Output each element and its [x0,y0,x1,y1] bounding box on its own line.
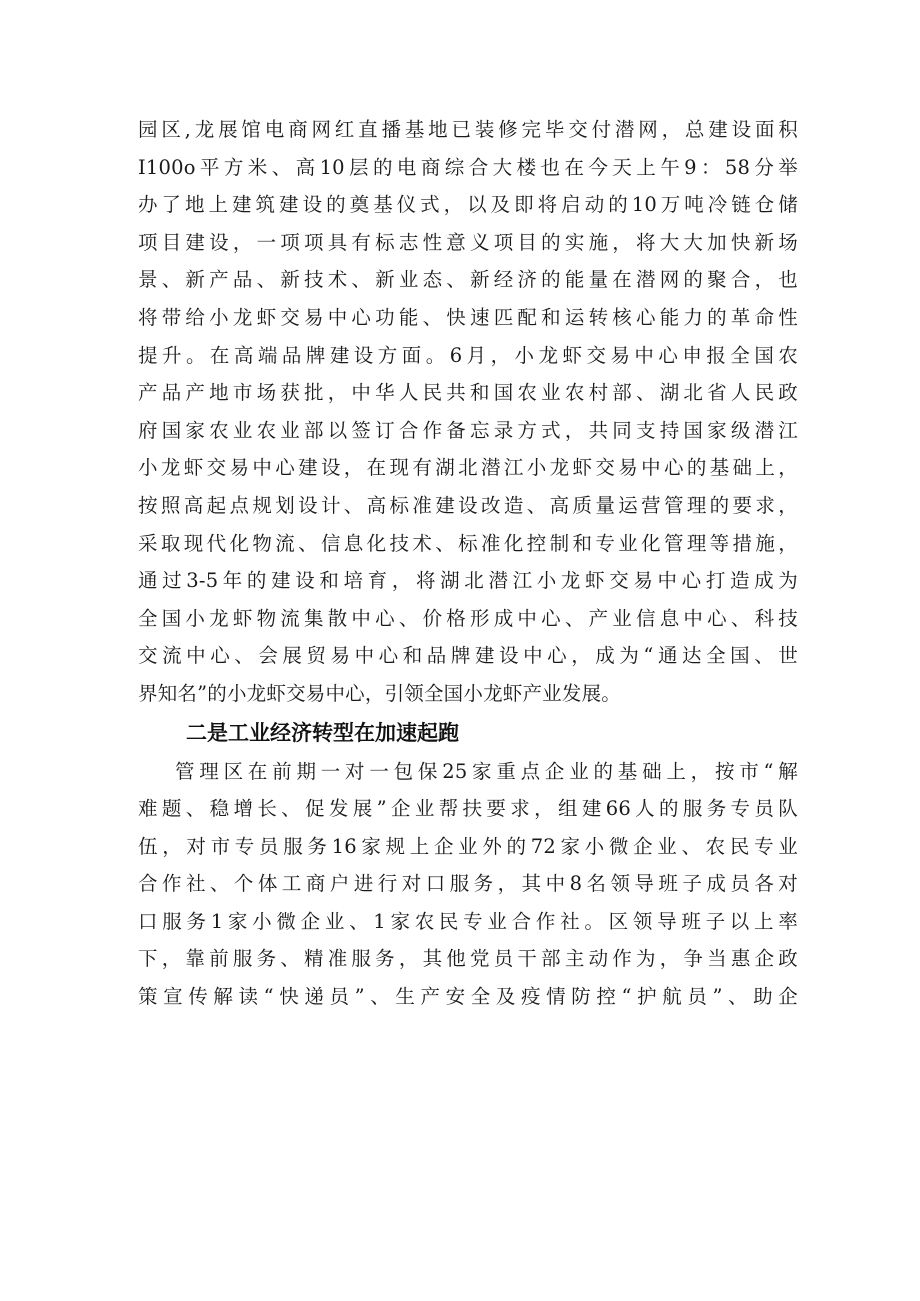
text-line: 下，靠前服务、精准服务，其他党员干部主动作为，争当惠企政 [138,947,798,971]
text-line: 合作社、个体工商户进行对口服务，其中8名领导班子成员各对 [138,872,798,896]
text-line: 界知名”的小龙虾交易中心，引领全国小龙虾产业发展。 [138,681,621,705]
text-line: 小龙虾交易中心建设，在现有湖北潜江小龙虾交易中心的基础上， [138,456,798,480]
text-line: I100o平方米、高10层的电商综合大楼也在今天上午9：58分举 [138,155,798,179]
text-line: 提升。在高端品牌建设方面。6月，小龙虾交易中心申报全国农 [138,343,798,367]
paragraph-industrial-economy [138,753,798,1016]
text-line: 策宣传解读“快递员”、生产安全及疫情防控“护航员”、助企 [138,985,798,1009]
text-line: 管理区在前期一对一包保25家重点企业的基础上，按市“解 [175,759,798,783]
text-line: 项目建设，一项项具有标志性意义项目的实施，将大大加快新场 [138,230,798,254]
section-heading: 二是工业经济转型在加速起跑 [186,720,459,745]
text-line: 产品产地市场获批，中华人民共和国农业农村部、湖北省人民政 [138,381,798,405]
text-line: 景、新产品、新技术、新业态、新经济的能量在潜网的聚合，也 [138,268,798,292]
text-line: 通过3-5年的建设和培育，将湖北潜江小龙虾交易中心打造成为 [138,569,798,593]
text-line: 采取现代化物流、信息化技术、标准化控制和专业化管理等措施， [138,531,798,555]
text-line: 将带给小龙虾交易中心功能、快速匹配和运转核心能力的革命性 [138,305,798,329]
document-body [138,111,798,1016]
text-line: 伍，对市专员服务16家规上企业外的72家小微企业、农民专业 [138,834,798,858]
text-line: 交流中心、会展贸易中心和品牌建设中心，成为“通达全国、世 [138,644,798,668]
text-line: 全国小龙虾物流集散中心、价格形成中心、产业信息中心、科技 [138,606,798,630]
text-line: 办了地上建筑建设的奠基仪式，以及即将启动的10万吨冷链仓储 [138,193,798,217]
text-line: 府国家农业农业部以签订合作备忘录方式，共同支持国家级潜江 [138,418,798,442]
paragraph-crayfish-center [138,111,798,713]
text-line: 按照高起点规划设计、高标准建设改造、高质量运营管理的要求， [138,493,798,517]
text-line: 园区,龙展馆电商网红直播基地已装修完毕交付潜网，总建设面积 [138,118,798,141]
text-line: 口服务1家小微企业、1家农民专业合作社。区领导班子以上率 [138,909,798,933]
text-line: 难题、稳增长、促发展”企业帮扶要求，组建66人的服务专员队 [138,797,798,821]
